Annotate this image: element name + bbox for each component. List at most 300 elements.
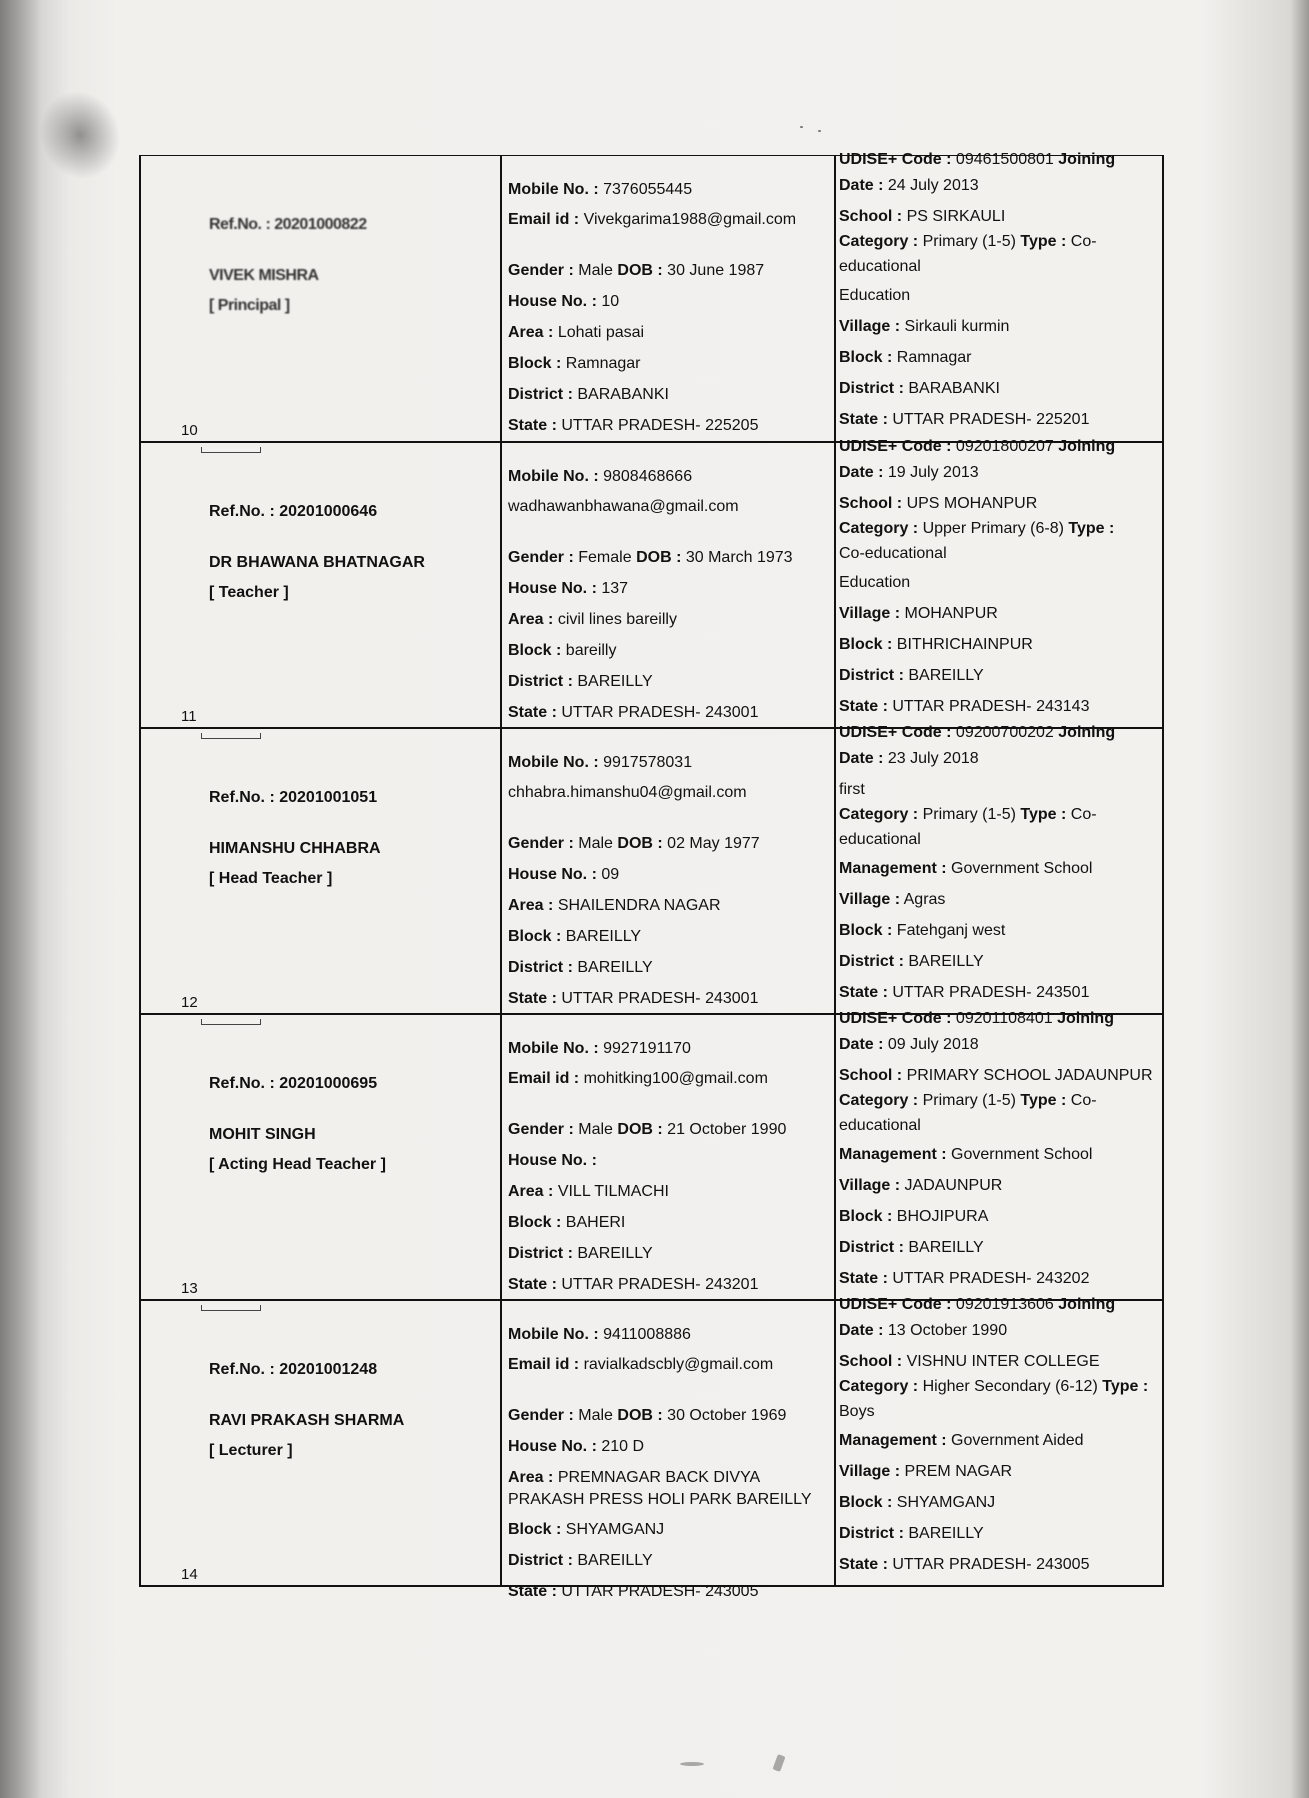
field-line [839,150,1115,169]
house-label: House No. : [508,1438,597,1455]
mobile-label: Mobile No. : [508,754,599,771]
field-line [839,1402,875,1421]
mobile-value: 9927191170 [603,1040,691,1057]
village-value: Sirkauli kurmin [904,318,1010,335]
field-line [508,672,653,691]
state-value: UTTAR PRADESH- 243001 [561,704,759,721]
field-line [508,1582,758,1601]
management-value: Government School [951,1146,1093,1163]
dob-label: DOB : [617,835,663,852]
field-line [839,463,979,482]
field-line [508,783,747,802]
district-value: BARABANKI [577,386,669,403]
staff-role: [ Principal ] [209,297,290,314]
ref-number: Ref.No. : 20201000646 [209,503,378,520]
area-value: SHAILENDRA NAGAR [557,897,721,914]
field-line [839,1431,1084,1450]
block-value: Ramnagar [565,355,641,372]
field-line [508,1468,760,1487]
field-line [839,494,1037,513]
joining-date: 24 July 2013 [887,177,979,194]
state-label: State : [508,704,557,721]
field-line [839,257,921,276]
house-label: House No. : [508,866,597,883]
field-line [839,635,1033,654]
dob-value: 21 October 1990 [667,1121,787,1138]
category-label: Category : [839,520,919,537]
district-value: BAREILLY [577,1552,653,1569]
state-value: UTTAR PRADESH- 243001 [561,990,759,1007]
block-label: Block : [508,642,562,659]
joining-date: 09 July 2018 [887,1036,979,1053]
school-district-value: BAREILLY [908,1239,984,1256]
school-block-label: Block : [839,636,893,653]
field-line [839,983,1089,1002]
block-label: Block : [508,355,562,372]
field-line [839,176,979,195]
area-value-cont: PRAKASH PRESS HOLI PARK BAREILLY [508,1491,812,1508]
staff-cell [141,729,502,1013]
school-block-label: Block : [839,1494,893,1511]
joining-date: 13 October 1990 [887,1322,1008,1339]
area-value: civil lines bareilly [557,611,677,628]
state-label: State : [508,1276,557,1293]
district-label: District : [508,1245,573,1262]
scan-speck [818,130,821,132]
staff-name: DR BHAWANA BHATNAGAR [209,554,425,571]
field-line [839,1091,1097,1110]
district-label: District : [508,386,573,403]
management-value: Government School [951,860,1093,877]
field-line [839,1493,995,1512]
staff-name: HIMANSHU CHHABRA [209,840,381,857]
type-value: Co- [1070,1092,1097,1109]
state-value: UTTAR PRADESH- 243201 [561,1276,759,1293]
gender-label: Gender : [508,1407,574,1424]
gender-label: Gender : [508,835,574,852]
village-label: Village : [839,605,901,622]
area-value: PREMNAGAR BACK DIVYA [557,1469,761,1486]
field-line [508,210,796,229]
category-value: Upper Primary (6-8) [922,520,1064,537]
field-line [508,927,641,946]
house-value: 210 D [601,1438,645,1455]
category-value: Primary (1-5) [922,806,1016,823]
udise-label: UDISE+ Code : [839,151,952,168]
type-label: Type : [1020,233,1067,250]
block-label: Block : [508,1521,562,1538]
state-label: State : [508,1583,557,1600]
field-line [839,1066,1153,1085]
category-value: Primary (1-5) [922,233,1016,250]
field-line [839,519,1114,538]
type-label: Type : [1020,1092,1067,1109]
row-number: 11 [181,708,197,725]
category-value: Higher Secondary (6-12) [922,1378,1098,1395]
field-line [508,1551,653,1570]
district-label: District : [508,673,573,690]
field-line [508,497,739,516]
school-state-label: State : [839,1556,888,1573]
field-line [508,1182,669,1201]
school-cell [836,1296,1162,1585]
field-line [508,579,628,598]
field-line [839,207,1005,226]
school-district-label: District : [839,1525,904,1542]
category-label: Category : [839,233,919,250]
field-line [839,1555,1089,1574]
contact-cell [502,1015,836,1299]
date-label: Date : [839,464,884,481]
block-value: bareilly [565,642,617,659]
house-value: 10 [601,293,620,310]
school-block-label: Block : [839,922,893,939]
field-line [508,292,619,311]
scan-speck [800,126,803,128]
stamp-mark [201,733,261,739]
type-value-cont: Co-educational [839,545,947,562]
field-line [839,348,972,367]
contact-cell [502,156,836,441]
type-value-cont: educational [839,831,921,848]
field-line [839,1295,1115,1314]
row-number: 14 [181,1566,198,1583]
field-line [839,573,910,592]
gender-value: Male [578,1407,613,1424]
management-label: Management : [839,860,947,877]
mobile-value: 9808468666 [603,468,693,485]
field-line [508,989,758,1008]
dob-value: 02 May 1977 [667,835,760,852]
school-value: PRIMARY SCHOOL JADAUNPUR [906,1067,1153,1084]
email-value: mohitking100@gmail.com [583,1070,768,1087]
school-block-label: Block : [839,1208,893,1225]
school-district-label: District : [839,1239,904,1256]
field-line [839,666,984,685]
field-line [839,830,921,849]
village-value: Agras [903,891,946,908]
field-line [839,286,910,305]
area-label: Area : [508,324,554,341]
joining-label: Joining [1058,438,1116,455]
udise-value: 09201800207 [955,438,1054,455]
field-line [508,865,619,884]
school-district-value: BAREILLY [908,667,984,684]
area-value: Lohati pasai [557,324,645,341]
school-block-label: Block : [839,349,893,366]
district-value: BAREILLY [577,673,653,690]
udise-label: UDISE+ Code : [839,1296,952,1313]
field-line [839,379,1000,398]
email-label: Email id : [508,211,580,228]
dob-value: 30 June 1987 [667,262,765,279]
school-cell [836,151,1162,441]
scan-speck [680,1762,704,1766]
field-line [839,1176,1002,1195]
joining-label: Joining [1058,151,1116,168]
field-line [508,958,653,977]
field-line [508,1275,758,1294]
table-row [141,724,1162,1013]
udise-value: 09200700202 [955,724,1054,741]
school-label: School : [839,1067,903,1084]
school-state-value: UTTAR PRADESH- 243202 [892,1270,1090,1287]
joining-date: 23 July 2018 [887,750,979,767]
field-line [839,921,1005,940]
field-line [839,1377,1148,1396]
school-state-label: State : [839,1270,888,1287]
table-row [141,151,1162,441]
village-label: Village : [839,1177,901,1194]
row-number: 10 [181,422,198,439]
stamp-mark [201,1019,261,1025]
school-block-value: Ramnagar [896,349,972,366]
village-label: Village : [839,318,901,335]
stamp-mark [201,1305,261,1311]
ref-number: Ref.No. : 20201000695 [209,1075,378,1092]
email-value: ravialkadscbly@gmail.com [583,1356,774,1373]
category-label: Category : [839,1378,919,1395]
mobile-value: 9917578031 [603,754,693,771]
row-number: 13 [181,1280,198,1297]
field-line [508,467,692,486]
gender-label: Gender : [508,549,574,566]
staff-name: VIVEK MISHRA [209,267,319,284]
district-value: BAREILLY [577,959,653,976]
village-label: Village : [839,1463,901,1480]
field-line [839,1116,921,1135]
type-value-cont: educational [839,258,921,275]
school-block-value: BHOJIPURA [896,1208,989,1225]
gender-value: Male [578,1121,613,1138]
field-line [839,1321,1007,1340]
scan-speck [773,1754,786,1772]
field-line [508,1490,812,1509]
field-line [839,890,945,909]
school-value: VISHNU INTER COLLEGE [906,1353,1100,1370]
field-line [839,1269,1089,1288]
school-label: School : [839,1353,903,1370]
field-line [508,896,721,915]
field-line [508,1039,691,1058]
district-label: District : [508,1552,573,1569]
type-value: Co- [1070,233,1097,250]
management-value: Education [839,287,911,304]
field-line [508,261,764,280]
field-line [508,641,616,660]
area-label: Area : [508,611,554,628]
date-label: Date : [839,177,884,194]
category-value: Primary (1-5) [922,1092,1016,1109]
block-label: Block : [508,1214,562,1231]
school-state-label: State : [839,698,888,715]
field-line [839,410,1089,429]
staff-role: [ Acting Head Teacher ] [209,1156,386,1173]
date-label: Date : [839,750,884,767]
field-line [839,437,1115,456]
gender-label: Gender : [508,1121,574,1138]
staff-cell [141,1301,502,1585]
dob-label: DOB : [636,549,682,566]
school-district-label: District : [839,380,904,397]
type-value-cont: educational [839,1117,921,1134]
field-line [508,416,758,435]
field-line [508,1151,597,1170]
category-label: Category : [839,806,919,823]
school-state-value: UTTAR PRADESH- 243143 [892,698,1090,715]
village-value: PREM NAGAR [904,1463,1013,1480]
school-state-label: State : [839,984,888,1001]
mobile-value: 9411008886 [603,1326,691,1343]
field-line [839,1035,979,1054]
email-value: Vivekgarima1988@gmail.com [583,211,797,228]
field-line [508,385,669,404]
field-line [839,604,998,623]
udise-value: 09201913606 [955,1296,1054,1313]
school-state-value: UTTAR PRADESH- 243501 [892,984,1090,1001]
area-value: VILL TILMACHI [557,1183,669,1200]
field-line [839,723,1115,742]
house-label: House No. : [508,1152,597,1169]
field-line [839,805,1097,824]
dob-label: DOB : [617,262,663,279]
row-number: 12 [181,994,198,1011]
field-line [508,753,692,772]
area-label: Area : [508,897,554,914]
school-block-value: Fatehganj west [896,922,1006,939]
staff-cell [141,443,502,727]
school-district-value: BAREILLY [908,1525,984,1542]
mobile-label: Mobile No. : [508,1326,599,1343]
village-value: JADAUNPUR [904,1177,1003,1194]
email-value: wadhawanbhawana@gmail.com [508,498,739,515]
table-row [141,1296,1162,1600]
gender-value: Female [578,549,632,566]
mobile-label: Mobile No. : [508,181,599,198]
field-line [839,697,1089,716]
field-line [508,548,793,567]
field-line [839,859,1092,878]
type-value: Co- [1070,806,1097,823]
district-label: District : [508,959,573,976]
stamp-mark [201,447,261,453]
field-line [508,1120,786,1139]
field-line [839,317,1009,336]
field-line [508,1069,768,1088]
email-label: Email id : [508,1356,580,1373]
state-value: UTTAR PRADESH- 225205 [561,417,759,434]
udise-value: 09461500801 [955,151,1054,168]
joining-label: Joining [1058,724,1116,741]
field-line [508,703,758,722]
house-value: 137 [601,580,629,597]
mobile-value: 7376055445 [603,181,693,198]
school-value: first [839,781,865,798]
school-cell [836,724,1162,1013]
gender-value: Male [578,262,613,279]
school-district-value: BARABANKI [908,380,1000,397]
field-line [839,1009,1114,1028]
field-line [839,1207,988,1226]
state-label: State : [508,990,557,1007]
management-label: Management : [839,1432,947,1449]
management-value: Education [839,574,911,591]
house-value: 09 [601,866,620,883]
field-line [839,1145,1092,1164]
mobile-label: Mobile No. : [508,1040,599,1057]
page-edge-shadow [0,0,70,1798]
state-value: UTTAR PRADESH- 243005 [561,1583,759,1600]
mobile-label: Mobile No. : [508,468,599,485]
field-line [839,780,865,799]
staff-role: [ Teacher ] [209,584,289,601]
joining-label: Joining [1058,1296,1116,1313]
table-row [141,1010,1162,1299]
staff-name: MOHIT SINGH [209,1126,316,1143]
type-label: Type : [1020,806,1067,823]
school-value: PS SIRKAULI [906,208,1006,225]
field-line [508,834,760,853]
ref-number: Ref.No. : 20201000822 [209,216,367,233]
staff-cell [141,156,502,441]
field-line [508,1406,786,1425]
table-row [141,438,1162,727]
field-line [508,610,677,629]
udise-label: UDISE+ Code : [839,724,952,741]
type-value-cont: Boys [839,1403,875,1420]
staff-records-table [139,151,1164,1600]
house-label: House No. : [508,580,597,597]
joining-label: Joining [1057,1010,1114,1027]
gender-label: Gender : [508,262,574,279]
contact-cell [502,443,836,727]
staff-cell [141,1015,502,1299]
field-line [839,1352,1100,1371]
field-line [839,544,947,563]
contact-cell [502,729,836,1013]
school-cell [836,438,1162,727]
school-cell [836,1010,1162,1299]
field-line [508,1355,773,1374]
staff-role: [ Head Teacher ] [209,870,333,887]
block-value: BAREILLY [565,928,642,945]
field-line [839,749,979,768]
village-label: Village : [839,891,901,908]
school-district-label: District : [839,953,904,970]
field-line [508,1325,691,1344]
block-value: SHYAMGANJ [565,1521,665,1538]
block-label: Block : [508,928,562,945]
school-state-value: UTTAR PRADESH- 243005 [892,1556,1090,1573]
email-value: chhabra.himanshu04@gmail.com [508,784,747,801]
udise-label: UDISE+ Code : [839,438,952,455]
staff-role: [ Lecturer ] [209,1442,293,1459]
email-label: Email id : [508,1070,580,1087]
dob-label: DOB : [617,1407,663,1424]
school-value: UPS MOHANPUR [906,495,1038,512]
staff-name: RAVI PRAKASH SHARMA [209,1412,405,1429]
gender-value: Male [578,835,613,852]
category-label: Category : [839,1092,919,1109]
state-label: State : [508,417,557,434]
field-line [839,1462,1012,1481]
contact-cell [502,1301,836,1600]
field-line [508,354,641,373]
management-value: Government Aided [951,1432,1084,1449]
dob-label: DOB : [617,1121,663,1138]
area-label: Area : [508,1183,554,1200]
dob-value: 30 October 1969 [667,1407,787,1424]
